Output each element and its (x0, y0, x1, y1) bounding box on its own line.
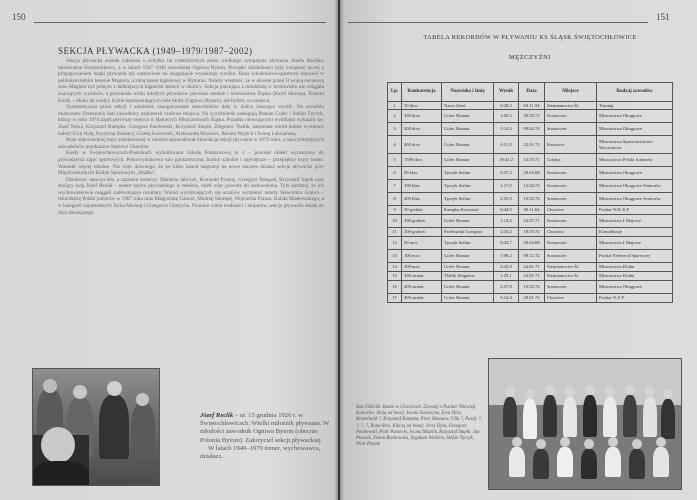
table-cell: 16 (388, 281, 402, 294)
table-cell: 50 dow. (402, 102, 442, 110)
photo-jozef-reclik (32, 368, 160, 486)
table-cell: Siemianowice Śl. (545, 102, 597, 110)
table-cell: 1 (388, 102, 402, 110)
table-cell: 200 klas. (402, 193, 442, 206)
body-text (58, 58, 324, 216)
col-header: Miejsce (545, 83, 597, 102)
table-row (388, 154, 673, 167)
table-cell: 0:37,2 (494, 167, 519, 180)
table-cell: 4 (388, 136, 402, 154)
table-cell: 15 (388, 272, 402, 281)
table-cell: 19:41,2 (494, 154, 519, 167)
paragraph: Kiedy w Świętochłowicach-Piaśnikach wybudowano Szkołę Podstawową nr 1 – powstał obiekt wymarzony do prowadzenia zajęć sportowych. Pełnowymiarowa sala gimnastyczna, boisko szkolne i największe – przepiękny kryty basen. Warunki więcej idealne. Nie więc dziwnego, że po kilku latach stagnacji na nowo zaczęła działać sekcja pływacka przy Międzyszkolnym Klubie Sportowym „Skałka”. (58, 150, 324, 177)
table-cell: Sosnowiec (545, 110, 597, 123)
table-row (388, 215, 673, 228)
table-row (388, 123, 673, 136)
paragraph: Brak odpowiedniej bazy szkoleniowej w mieście spowodował likwidację sekcji pływania w 1979 roku, a najwybitniejszych zawodników przekazano Startowi Chorzów. (58, 137, 324, 150)
table-row (388, 250, 673, 263)
table-cell: 12.02.74 (519, 180, 545, 193)
table-row (388, 110, 673, 123)
paragraph: Sekcja pływacka została założona u schyłku lat czterdziestych przez wielkiego sympatyka pływania Józefa Reclika, mieszkańca Świętochłowic, a w latach 1947–1949 zawodnika Ogniwa Bytom. Początki działalności były związane raczej z propagowaniem nauki pływania niż nastawione na osiągnięcie wysokiego wyniku. Baza szkoleniowo-sportowa stanowił w pobliskim letnim basenie Magiera, a zimą basen kąpielowy w Bytomiu. Należy wiedzieć, że w okresie przed II wojną światową staw Magiera był jednym z ładniejszych kąpielisk letnich w okolicy. Sekcja pracująca z młodzieżą w środowisku nie osiągała znaczących wyników, a przyniosła wielu młodych pływaków pierwsze medale i mistrzostwa Śląska (Karol Skorupa, Konrad Kozik – Skoki do wody), liczne reprezentujących inne kluby (Ogniwo Bytom), nie byłoby na miejscu. (58, 58, 324, 104)
table-cell: Sosnowiec (545, 281, 597, 294)
table-cell: 28.01.72 (519, 294, 545, 303)
table-cell: 18.03.74 (519, 228, 545, 237)
table-cell: Tęczyk Stefan (442, 237, 494, 250)
bio-name: Józef Reclik (200, 412, 234, 419)
records-table (387, 82, 673, 303)
table-cell: Sosnowiec (545, 123, 597, 136)
table-cell: Mistrzostwa Okręgowe Seniorów (597, 193, 673, 206)
table-cell: Golec Roman (442, 263, 494, 272)
table-cell: 13 (388, 250, 402, 263)
table-row (388, 206, 673, 215)
table-cell: 10.02.74 (519, 193, 545, 206)
table-cell: Mistrzostwa Okręgowe (597, 110, 673, 123)
table-cell: Pawłowski Grzegorz (442, 228, 494, 237)
table-cell: Nawa Józef (442, 102, 494, 110)
table-cell: Sosnowiec (545, 167, 597, 180)
table-cell: 7 (388, 180, 402, 193)
table-cell: 2:33,2 (494, 228, 519, 237)
table-cell: Gdynia (545, 154, 597, 167)
table-cell: Chorzów (545, 206, 597, 215)
table-cell: Mistrzostwa Klubu (597, 263, 673, 272)
table-cell: 100 zmien. (402, 272, 442, 281)
table-cell: Golec Roman (442, 294, 494, 303)
table-cell: 8 (388, 193, 402, 206)
table-cell: Puchar W.K.K.F (597, 206, 673, 215)
table-cell: 1500 dow. (402, 154, 442, 167)
table-cell: 50 grzbiet. (402, 206, 442, 215)
table-cell: 2 (388, 110, 402, 123)
table-cell: Katowice (545, 136, 597, 154)
table-cell: 2:14,2 (494, 123, 519, 136)
table-cell: Golec Roman (442, 250, 494, 263)
table-cell: 200 mot. (402, 263, 442, 272)
table-cell: Sosnowiec (545, 193, 597, 206)
table-cell: 24.01.71 (519, 263, 545, 272)
table-cell: 200 dow. (402, 123, 442, 136)
table-cell: 100 mot. (402, 250, 442, 263)
table-cell: Mistrzostwa I-Majowe (597, 237, 673, 250)
table-cell: Kampka Krzysztof (442, 206, 494, 215)
table-row (388, 102, 673, 110)
table-cell: 22.01.72 (519, 136, 545, 154)
table-cell: Golec Roman (442, 215, 494, 228)
col-header: Nazwisko i Imię (442, 83, 494, 102)
table-cell: 24.01.71 (519, 272, 545, 281)
table-cell: Sosnowiec (545, 237, 597, 250)
book-gutter (334, 0, 344, 500)
table-subtitle: MĘŻCZYŹNI (508, 54, 552, 61)
table-cell: Sosnowiec (545, 250, 597, 263)
table-cell: 17 (388, 294, 402, 303)
table-cell: Chorzów (545, 294, 597, 303)
table-cell: 1:00,5 (494, 110, 519, 123)
table-cell: Mistrzostwa Okręgowe (597, 167, 673, 180)
table-cell: 100 grzbiet. (402, 215, 442, 228)
table-cell: 9 (388, 206, 402, 215)
table-cell: 11 (388, 228, 402, 237)
header-rule-right (348, 22, 648, 23)
table-row (388, 136, 673, 154)
table-cell: 10.02.74 (519, 281, 545, 294)
table-row (388, 272, 673, 281)
table-row (388, 281, 673, 294)
table-cell: 1:17,0 (494, 180, 519, 193)
table-cell: Mistrzostwa Okręgowe (597, 123, 673, 136)
col-header: Konkurencja (402, 83, 442, 102)
section-title: SEKCJA PŁYWACKA (1949–1979/1987–2002) (58, 46, 253, 56)
table-cell: Tęczyk Stefan (442, 167, 494, 180)
table-cell: 400 dow. (402, 136, 442, 154)
table-cell: 1:29,1 (494, 272, 519, 281)
table-cell: 1:08,2 (494, 250, 519, 263)
col-header: Wynik (494, 83, 519, 102)
table-cell: 24.07.71 (519, 215, 545, 228)
table-row (388, 167, 673, 180)
table-cell: 5 (388, 154, 402, 167)
table-row (388, 294, 673, 303)
table-cell: 04.11.54 (519, 102, 545, 110)
table-cell: 2:55,5 (494, 193, 519, 206)
table-cell: Tęczyk Stefan (442, 180, 494, 193)
table-cell: 6 (388, 167, 402, 180)
table-cell: Siemianowice Śl. (545, 272, 597, 281)
table-cell: 1:14,5 (494, 215, 519, 228)
table-cell: Tlatlik Zbigniew (442, 272, 494, 281)
photo-caption: Rok 1965/66. Basen w Chorzowie. Zawody o Puchar Telewizji Katowice. Stoją od lewej: Iwona Szwiezyna, Ewa Hyla, Kraterhold ?, Krzysztof Kampka, Piotr Mantura, Ulik ?, Pawly ?, ?, ?, ?, Bona Reis. Klęczą od lewej: Jerzy Dyla, Grzegorz Pawłowski, Piotr Paszecki, Iwona Muznik, Krzysztof Słupik, Jan Ptaszek, Zenon Bieniewska, Zygmunt Wolnica, Stefan Tęczyk, Piotr Ptasek (356, 405, 482, 448)
table-title: TABELA REKORDÓW W PŁYWANIU KS ŚLĄSK ŚWIĘTOCHŁOWICE (423, 34, 637, 41)
table-row (388, 228, 673, 237)
table-cell: 14 (388, 263, 402, 272)
table-cell: 200 grzbiet. (402, 228, 442, 237)
table-cell: 50 klas. (402, 167, 442, 180)
table-cell: Golec Roman (442, 281, 494, 294)
table-cell: 0:44,5 (494, 206, 519, 215)
table-cell: 5:14,4 (494, 294, 519, 303)
table-cell: Sosnowiec (545, 215, 597, 228)
table-cell: Mistrzostwa Okręgowe Seniorów (597, 180, 673, 193)
table-cell: 2:37,0 (494, 281, 519, 294)
table-cell: 400 zmien. (402, 294, 442, 303)
table-cell: Mistrzostwa I-Majowe (597, 215, 673, 228)
table-cell: Mistrzostwa Klubu (597, 272, 673, 281)
table-cell: Puchar Federacji Sportowej (597, 250, 673, 263)
col-header: Rodzaj zawodów (597, 83, 673, 102)
table-cell: 0:28,5 (494, 102, 519, 110)
page-number-left: 150 (12, 12, 26, 22)
photo-swimmers-group (488, 358, 682, 490)
table-row (388, 263, 673, 272)
paragraph: Działacze, nauczyciele, a zarazem trenerzy: Marzena Jabczyk, Romuald Pyszny, Grzegorz Śniegoń, Krzysztof Jopek oraz służący radą Józef Reclik – nestor sportu pływackiego w mieście, mieli więc powody do zadowolenia. Tym bardziej, że ich wychowankowie osiągali zadowalające rezultaty. Wśród wyróżniających się uczniów wymienić należy Sławomira Grabca – rekordzistę Polski juniorów w 1987 roku oraz Małgorzatę Gamoń, Monikę Skorupę, Wojciecha Frausa, Rafała Masłowskiego, a w kategorii najmłodszych Jacka Michnę i Grzegorza Gładycha. Pomimo wielu trudności i kłopotów, sekcja pływacka działa do dnia dzisiejszego. (58, 176, 324, 216)
table-header-row (388, 83, 673, 102)
table-cell: Golec Roman (442, 136, 494, 154)
table-row (388, 193, 673, 206)
col-header: Data (519, 83, 545, 102)
table-cell: 100 klas. (402, 180, 442, 193)
header-rule-left (34, 22, 326, 23)
table-cell: 2:42,0 (494, 263, 519, 272)
table-cell: 4:51,5 (494, 136, 519, 154)
table-cell: 14.03.71 (519, 154, 545, 167)
table-cell: 12 (388, 237, 402, 250)
table-cell: Mistrzostwa Okręgowe (597, 281, 673, 294)
bio-body: – ur. 15 grudnia 1926 r. w Świętochłowicach. Wielki miłośnik pływania. W młodości zawodnik Ogniwa Bytom (obecnie Polonia Bytom). Założyciel sekcji pływackiej. (200, 412, 330, 444)
table-cell: 0:34,7 (494, 237, 519, 250)
table-row (388, 180, 673, 193)
table-cell: Mistrzostwa Sprawnościowo-Wyczynowe (597, 136, 673, 154)
table-cell: Golec Roman (442, 110, 494, 123)
bio-body-2: W latach 1949–1979 trener, wychowawca, działacz. (200, 444, 321, 461)
table-cell: Tęczyk Stefan (442, 193, 494, 206)
table-cell: 10 (388, 215, 402, 228)
table-cell: 3 (388, 123, 402, 136)
table-cell: Mistrzostwa Polski Juniorów (597, 154, 673, 167)
table-cell: 28.04.68 (519, 167, 545, 180)
table-cell: 06.11.64 (519, 206, 545, 215)
table-row (388, 237, 673, 250)
table-cell: Golec Roman (442, 154, 494, 167)
table-cell: 28.04.68 (519, 237, 545, 250)
table-cell: 100 dow. (402, 110, 442, 123)
left-page (0, 0, 338, 500)
table-cell: Puchar O.Z.P (597, 294, 673, 303)
page-number-right: 151 (656, 12, 670, 22)
table-cell: 09.02.74 (519, 123, 545, 136)
table-cell: 09.12.72 (519, 250, 545, 263)
table-cell: 200 zmien. (402, 281, 442, 294)
table-cell: 50 mot. (402, 237, 442, 250)
table-cell: Siemianowice Śl. (545, 263, 597, 272)
table-cell: Trening (597, 102, 673, 110)
paragraph: Systematyczna praca sekcji i sumienne zaangażowanie zawodników dały w końcu znaczące wyniki. Na szczeblu mistrzostw Zrzeszenia Stal zawodnicy zajmowali czołowe miejsca. Na wyróżnienie zasługują Roman Golec i Stefan Tęczyk, którzy w roku 1974 zajęli pierwsze miejsca w Halowych Mistrzostwach Śląska. Ponadto obiecującymi wynikami wykazali się: Józef Nawa, Krzysztof Kampka, Grzegorz Pawłowski, Krzysztof Słupik, Zbigniew Tlatlik, natomiast wśród kobiet wymienić należy Ewę Hyłę, Krystynę Skubacz, Gizelę Świecznik, Aleksandrę Mrowiec, Renatę Wypich i Iwonę Lubojańską. (58, 104, 324, 137)
table-cell: Golec Roman (442, 123, 494, 136)
bio-text (200, 412, 330, 461)
table-cell: 20.03.72 (519, 110, 545, 123)
col-header: Lp. (388, 83, 402, 102)
table-cell: Chorzów (545, 228, 597, 237)
table-cell: Klasyfikacje (597, 228, 673, 237)
table-cell: Sosnowiec (545, 180, 597, 193)
